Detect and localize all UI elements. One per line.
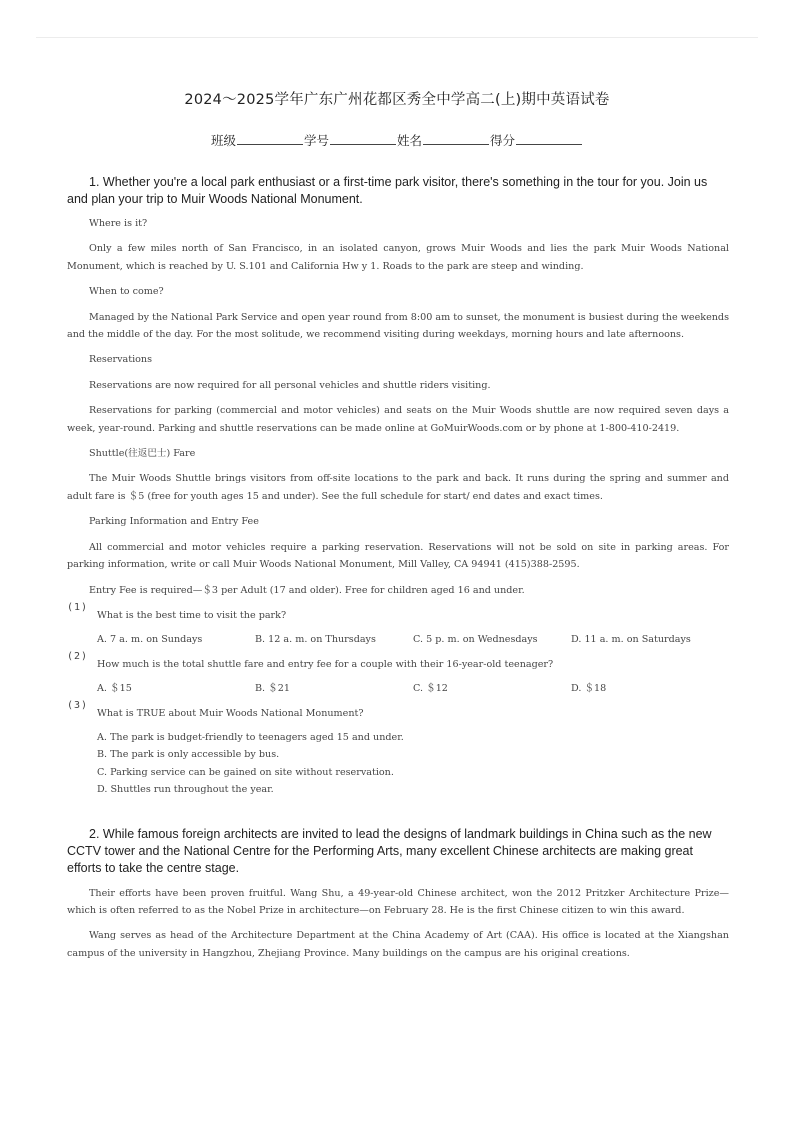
q1-sub-1 — [67, 601, 729, 648]
option-d[interactable]: D. 11 a. m. on Saturdays — [571, 633, 691, 645]
name-blank[interactable] — [423, 132, 489, 145]
exam-title: 2024～2025学年广东广州花都区秀全中学高二(上)期中英语试卷 — [184, 92, 610, 108]
option-b[interactable]: B. The park is only accessible by bus. — [97, 749, 280, 761]
q1-sub-2 — [67, 650, 729, 697]
q1-heading-shuttle: Shuttle(往返巴士) Fare — [89, 448, 196, 460]
sub-question-stem: What is the best time to visit the park? — [97, 609, 287, 621]
student-id-label: 学号 — [303, 133, 329, 148]
option-b[interactable]: B. ＄21 — [255, 682, 290, 694]
q2-para-1: Their efforts have been proven fruitful. Wang Shu, a 49-year-old Chinese architect, won the 2012 Pritzker Architecture Prize—which is often referred to as the Nobel Prize in architecture—on February 28. He is the first Chinese citizen to win this award. — [67, 887, 729, 916]
option-list — [67, 729, 729, 799]
q1-para-parking: All commercial and motor vehicles require a parking reservation. Reservations will not be sold on site in parking areas. For parking information, write or call Muir Woods National Monument, Mill Valley, CA 94941 (415)388-2595. — [67, 541, 729, 571]
score-blank[interactable] — [516, 132, 582, 145]
q1-intro: 1. Whether you're a local park enthusiast or a first-time park visitor, there's something in the tour for you. Join us and plan your trip to Muir Woods National Monument. — [67, 175, 708, 206]
score-label: 得分 — [490, 133, 516, 148]
option-d[interactable]: D. ＄18 — [571, 682, 607, 694]
student-id-blank[interactable] — [330, 132, 396, 145]
q1-sub-3 — [67, 699, 729, 799]
option-b[interactable]: B. 12 a. m. on Thursdays — [255, 633, 376, 645]
sub-question-stem: How much is the total shuttle fare and entry fee for a couple with their 16-year-old teenager? — [97, 658, 554, 670]
sub-question-number: (1) — [67, 601, 89, 613]
q1-heading-where: Where is it? — [89, 218, 148, 229]
sub-question-stem: What is TRUE about Muir Woods National Monument? — [97, 707, 364, 719]
class-blank[interactable] — [237, 132, 303, 145]
option-c[interactable]: C. 5 p. m. on Wednesdays — [413, 633, 538, 645]
q1-heading-parking: Parking Information and Entry Fee — [89, 516, 259, 528]
exam-content — [67, 174, 729, 962]
q1-heading-reservations: Reservations — [89, 354, 153, 366]
header-divider — [36, 37, 758, 38]
q1-para-reservations-detail: Reservations for parking (commercial and motor vehicles) and seats on the Muir Woods shuttle are now required seven days a week, year-round. Parking and shuttle reservations can be made online at GoMuirWoods.com or by phone at 1-800-410-2419. — [67, 405, 729, 434]
q1-para-reservations-required: Reservations are now required for all personal vehicles and shuttle riders visiting. — [89, 379, 491, 391]
q2-para-2: Wang serves as head of the Architecture Department at the China Academy of Art (CAA). His office is located at the Xiangshan campus of the university in Hangzhou, Zhejiang Province. Many buildings on the campus are his original creations. — [67, 930, 729, 959]
option-a[interactable]: A. 7 a. m. on Sundays — [97, 633, 203, 645]
sub-question-number: (2) — [67, 650, 89, 662]
q1-heading-when: When to come? — [89, 286, 164, 298]
q1-para-location: Only a few miles north of San Francisco, in an isolated canyon, grows Muir Woods and lies the park Muir Woods National Monument, which is reached by U. S.101 and California Hw y 1. Roads to the park are steep and winding. — [67, 243, 729, 272]
name-label: 姓名 — [397, 133, 423, 148]
option-row — [67, 631, 729, 648]
q1-para-shuttle: The Muir Woods Shuttle brings visitors from off-site locations to the park and back. It runs during the spring and summer and adult fare is ＄5 (free for youth ages 15 and under). See the full schedule for start/ end dates and exact times. — [67, 473, 729, 502]
option-a[interactable]: A. The park is budget-friendly to teenagers aged 15 and under. — [97, 731, 404, 743]
option-c[interactable]: C. Parking service can be gained on site without reservation. — [97, 766, 394, 778]
student-info-fields — [0, 131, 794, 149]
option-c[interactable]: C. ＄12 — [413, 682, 448, 694]
section-gap — [67, 799, 729, 826]
q1-para-hours: Managed by the National Park Service and open year round from 8:00 am to sunset, the monument is busiest during the weekends and the middle of the day. For the most solitude, we recommend visiting during weekdays, morning hours and late afternoons. — [67, 311, 729, 341]
sub-question-number: (3) — [67, 699, 89, 711]
class-label: 班级 — [210, 133, 236, 148]
q1-para-entry-fee: Entry Fee is required—＄3 per Adult (17 and older). Free for children aged 16 and under. — [89, 584, 525, 596]
option-a[interactable]: A. ＄15 — [97, 682, 132, 694]
option-d[interactable]: D. Shuttles run throughout the year. — [97, 784, 274, 796]
option-row — [67, 680, 729, 697]
q2-intro: 2. While famous foreign architects are invited to lead the designs of landmark buildings in China such as the new CCTV tower and the National Centre for the Performing Arts, many excellent Chinese architects are making great efforts to take the centre stage. — [67, 826, 712, 875]
